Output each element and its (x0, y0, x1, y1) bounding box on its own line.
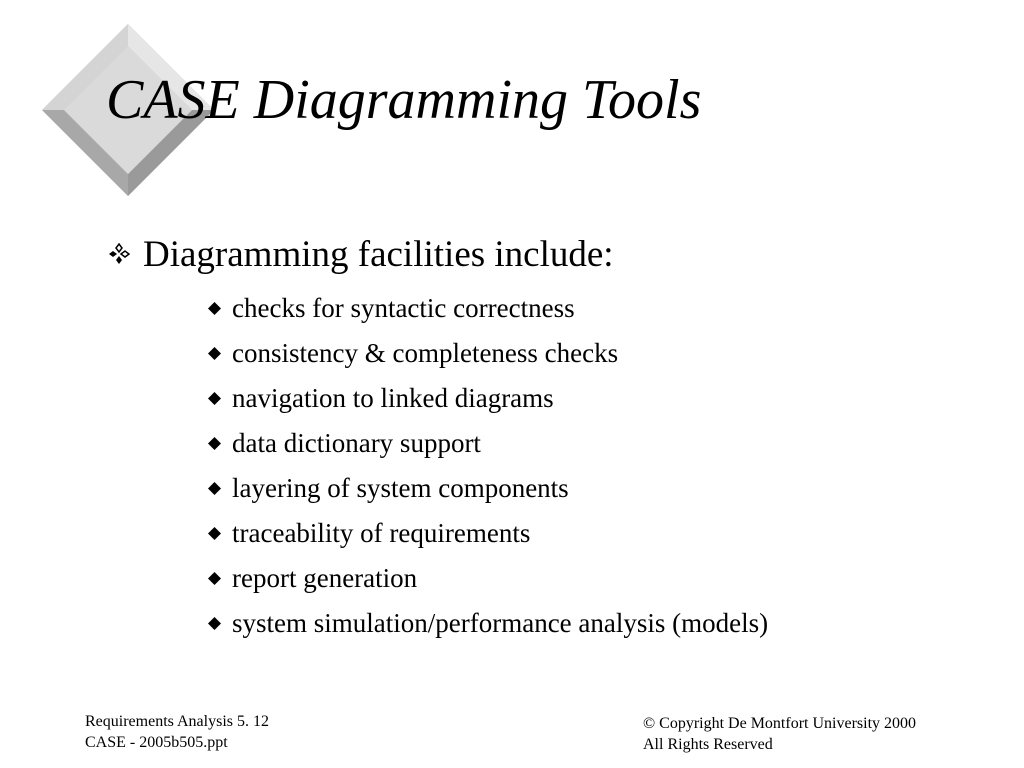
list-item (208, 421, 768, 466)
diamond-bullet-icon (208, 302, 221, 315)
diamond-bullet-icon (208, 572, 221, 585)
list-item (208, 511, 768, 556)
list-item-text: navigation to linked diagrams (232, 383, 554, 413)
footer-right (643, 713, 916, 755)
list-item (208, 286, 768, 331)
list-item-text: data dictionary support (232, 428, 481, 458)
diamond-bullet-icon (208, 347, 221, 360)
diamond-bullet-icon (208, 617, 221, 630)
list-item (208, 601, 768, 646)
slide-title: CASE Diagramming Tools (106, 69, 702, 131)
list-item (208, 331, 768, 376)
list-item-text: system simulation/performance analysis (models) (232, 608, 769, 638)
lead-text: Diagramming facilities include: (143, 233, 614, 275)
diamond-bullet-icon (208, 392, 221, 405)
diamond-bullet-icon (208, 482, 221, 495)
lead-bullet (108, 232, 614, 276)
list-item-text: layering of system components (232, 473, 569, 503)
footer-rights: All Rights Reserved (643, 736, 773, 753)
list-item-text: report generation (232, 563, 418, 593)
diamond-bullet-icon (208, 437, 221, 450)
list-item (208, 376, 768, 421)
diamond-bullet-icon (208, 527, 221, 540)
footer-course-info: Requirements Analysis 5. 12 (85, 713, 269, 730)
footer-copyright: © Copyright De Montfort University 2000 (643, 715, 917, 732)
four-diamond-bullet-icon (108, 243, 130, 265)
footer-left (85, 711, 269, 753)
list-item (208, 466, 768, 511)
sub-bullet-list (208, 286, 768, 646)
list-item (208, 556, 768, 601)
list-item-text: consistency & completeness checks (232, 338, 619, 368)
footer-file-name: CASE - 2005b505.ppt (85, 734, 228, 751)
list-item-text: traceability of requirements (232, 518, 531, 548)
list-item-text: checks for syntactic correctness (232, 293, 575, 323)
